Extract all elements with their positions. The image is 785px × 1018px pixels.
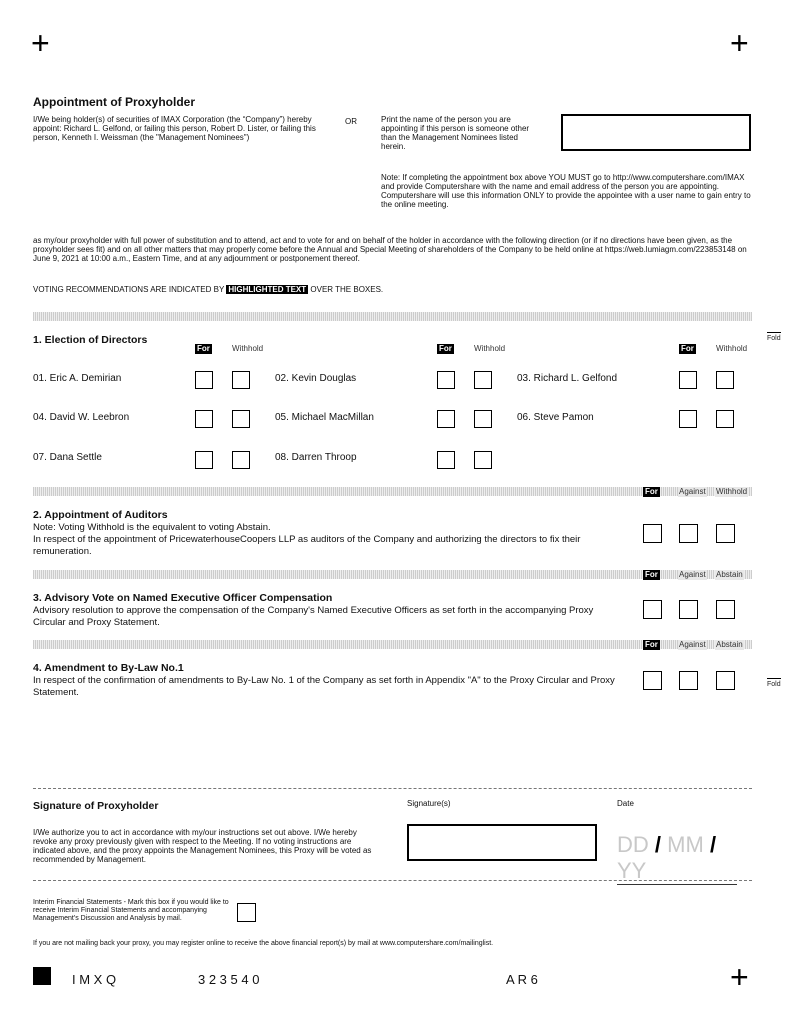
auditors-text: Note: Voting Withhold is the equivalent to voting Abstain. In respect of the appointment of PricewaterhouseCoopers LLP as auditors of the Company and authorizing the directors to fix their remuneration. [33, 522, 581, 557]
nominee-08-withhold-checkbox[interactable] [474, 451, 492, 469]
nominee-02: 02. Kevin Douglas [275, 373, 357, 384]
nominee-07-for-checkbox[interactable] [195, 451, 213, 469]
date-year-placeholder: YY [617, 858, 647, 883]
election-for-header-col3: For [681, 344, 694, 353]
proxy-name-input[interactable] [561, 114, 751, 151]
registration-mark-top-right: + [730, 25, 749, 61]
footer-code-number: 3 2 3 5 4 0 [198, 972, 260, 987]
advisory-for-header: For [645, 570, 658, 579]
auditors-against-checkbox[interactable] [679, 524, 698, 543]
or-label: OR [345, 117, 357, 126]
nominee-06-withhold-checkbox[interactable] [716, 410, 734, 428]
nominee-08: 08. Darren Throop [275, 452, 357, 463]
auditors-against-header: Against [679, 487, 706, 496]
signature-divider-top [33, 788, 752, 789]
voting-recommendation [33, 285, 383, 295]
appointment-title: Appointment of Proxyholder [33, 95, 195, 109]
fold-line-bottom [767, 678, 781, 679]
advisory-abstain-checkbox[interactable] [716, 600, 735, 619]
nominee-02-for-checkbox[interactable] [437, 371, 455, 389]
signature-label: Signature(s) [407, 799, 451, 808]
appointment-text: I/We being holder(s) of securities of IMAX Corporation (the “Company”) hereby appoint: Richard L. Gelfond, or failing this person, Robert D. Lister, or failing this person, Kenneth I. Weissman (the "Management Nominees") [33, 115, 316, 142]
auditors-withhold-checkbox[interactable] [716, 524, 735, 543]
advisory-text: Advisory resolution to approve the compensation of the Company's Named Executive Officers as set forth in the accompanying Proxy Circular and Proxy Statement. [33, 605, 594, 628]
interim-text: Interim Financial Statements - Mark this box if you would like to receive Interim Financial Statements and accompanying Management's Discussion and Analysis by mail. [33, 899, 229, 922]
nominee-04: 04. David W. Leebron [33, 412, 130, 423]
election-withhold-header-col2: Withhold [474, 344, 506, 353]
bylaw-title: 4. Amendment to By-Law No.1 [33, 662, 184, 674]
advisory-abstain-header: Abstain [716, 570, 743, 579]
advisory-against-checkbox[interactable] [679, 600, 698, 619]
auditors-title: 2. Appointment of Auditors [33, 509, 168, 521]
registration-mark-bottom-right: + [730, 959, 749, 995]
authority-text: as my/our proxyholder with full power of substitution and to attend, act and to vote for and on behalf of the holder in accordance with the following direction (or if no directions have been given, as the proxyholder sees fit) and on all other matters that may properly come before the Annual and Special Meeting of shareholders of the Company to be held online at https://web.lumiagm.com/223853148 on June 9, 2021 at 10:00 a.m., Eastern Time, and at any adjournment or postponement thereof. [33, 236, 747, 263]
election-for-header-col2: For [439, 344, 452, 353]
nominee-06: 06. Steve Pamon [517, 412, 594, 423]
section-divider-1 [33, 312, 752, 321]
nominee-01-withhold-checkbox[interactable] [232, 371, 250, 389]
bylaw-against-checkbox[interactable] [679, 671, 698, 690]
nominee-05-for-checkbox[interactable] [437, 410, 455, 428]
footer-code-ar6: A R 6 [506, 972, 538, 987]
auditors-withhold-header: Withhold [716, 487, 748, 496]
fold-label-top: Fold [767, 335, 781, 342]
voting-prefix: VOTING RECOMMENDATIONS ARE INDICATED BY [33, 285, 225, 294]
nominee-01: 01. Eric A. Demirian [33, 373, 122, 384]
voting-suffix: OVER THE BOXES. [310, 285, 384, 294]
bylaw-abstain-checkbox[interactable] [716, 671, 735, 690]
date-slash-1: / [654, 832, 662, 857]
nominee-03-withhold-checkbox[interactable] [716, 371, 734, 389]
signature-input[interactable] [407, 824, 597, 861]
footer-code-imxq: I M X Q [72, 972, 117, 987]
bylaw-text: In respect of the confirmation of amendments to By-Law No. 1 of the Company as set forth in Appendix "A" to the Proxy Circular and Proxy Statement. [33, 675, 615, 698]
black-square-mark [33, 967, 51, 985]
online-registration-text: If you are not mailing back your proxy, you may register online to receive the above financial report(s) by mail at www.computershare.com/mailinglist. [33, 940, 494, 947]
date-month-placeholder: MM [667, 832, 704, 857]
print-name-instruction: Print the name of the person you are appointing if this person is someone other than the Management Nominees listed herein. [381, 115, 530, 151]
registration-mark-top-left: + [31, 25, 50, 61]
nominee-05: 05. Michael MacMillan [275, 412, 374, 423]
nominee-06-for-checkbox[interactable] [679, 410, 697, 428]
interim-checkbox[interactable] [237, 903, 256, 922]
nominee-04-withhold-checkbox[interactable] [232, 410, 250, 428]
date-input[interactable] [617, 832, 737, 885]
bylaw-for-checkbox[interactable] [643, 671, 662, 690]
election-for-header-col1: For [197, 344, 210, 353]
nominee-01-for-checkbox[interactable] [195, 371, 213, 389]
highlighted-text-sample: HIGHLIGHTED TEXT [228, 285, 307, 294]
election-withhold-header-col3: Withhold [716, 344, 748, 353]
nominee-02-withhold-checkbox[interactable] [474, 371, 492, 389]
nominee-05-withhold-checkbox[interactable] [474, 410, 492, 428]
advisory-title: 3. Advisory Vote on Named Executive Officer Compensation [33, 592, 333, 604]
signature-title: Signature of Proxyholder [33, 800, 159, 812]
appointment-note: Note: If completing the appointment box above YOU MUST go to http://www.computershare.com/IMAX and provide Computershare with the name and email address of the person you are appointing. Computershare will use this information ONLY to provide the appointee with a user name to gain entry to the online meeting. [381, 173, 751, 209]
election-withhold-header-col1: Withhold [232, 344, 264, 353]
fold-line-top [767, 332, 781, 333]
signature-divider-bottom [33, 880, 752, 881]
date-day-placeholder: DD [617, 832, 649, 857]
signature-text: I/We authorize you to act in accordance with my/our instructions set out above. I/We hereby revoke any proxy previously given with respect to the Meeting. If no voting instructions are indicated above, and the proxy appoints the Management Nominees, this Proxy will be voted as recommended by Management. [33, 828, 372, 864]
bylaw-against-header: Against [679, 640, 706, 649]
advisory-for-checkbox[interactable] [643, 600, 662, 619]
auditors-for-header: For [645, 487, 658, 496]
nominee-07: 07. Dana Settle [33, 452, 102, 463]
date-slash-2: / [709, 832, 717, 857]
bylaw-abstain-header: Abstain [716, 640, 743, 649]
election-title: 1. Election of Directors [33, 334, 148, 346]
fold-label-bottom: Fold [767, 681, 781, 688]
auditors-for-checkbox[interactable] [643, 524, 662, 543]
nominee-04-for-checkbox[interactable] [195, 410, 213, 428]
advisory-against-header: Against [679, 570, 706, 579]
nominee-07-withhold-checkbox[interactable] [232, 451, 250, 469]
nominee-03: 03. Richard L. Gelfond [517, 373, 618, 384]
nominee-08-for-checkbox[interactable] [437, 451, 455, 469]
date-label: Date [617, 799, 634, 808]
nominee-03-for-checkbox[interactable] [679, 371, 697, 389]
bylaw-for-header: For [645, 640, 658, 649]
